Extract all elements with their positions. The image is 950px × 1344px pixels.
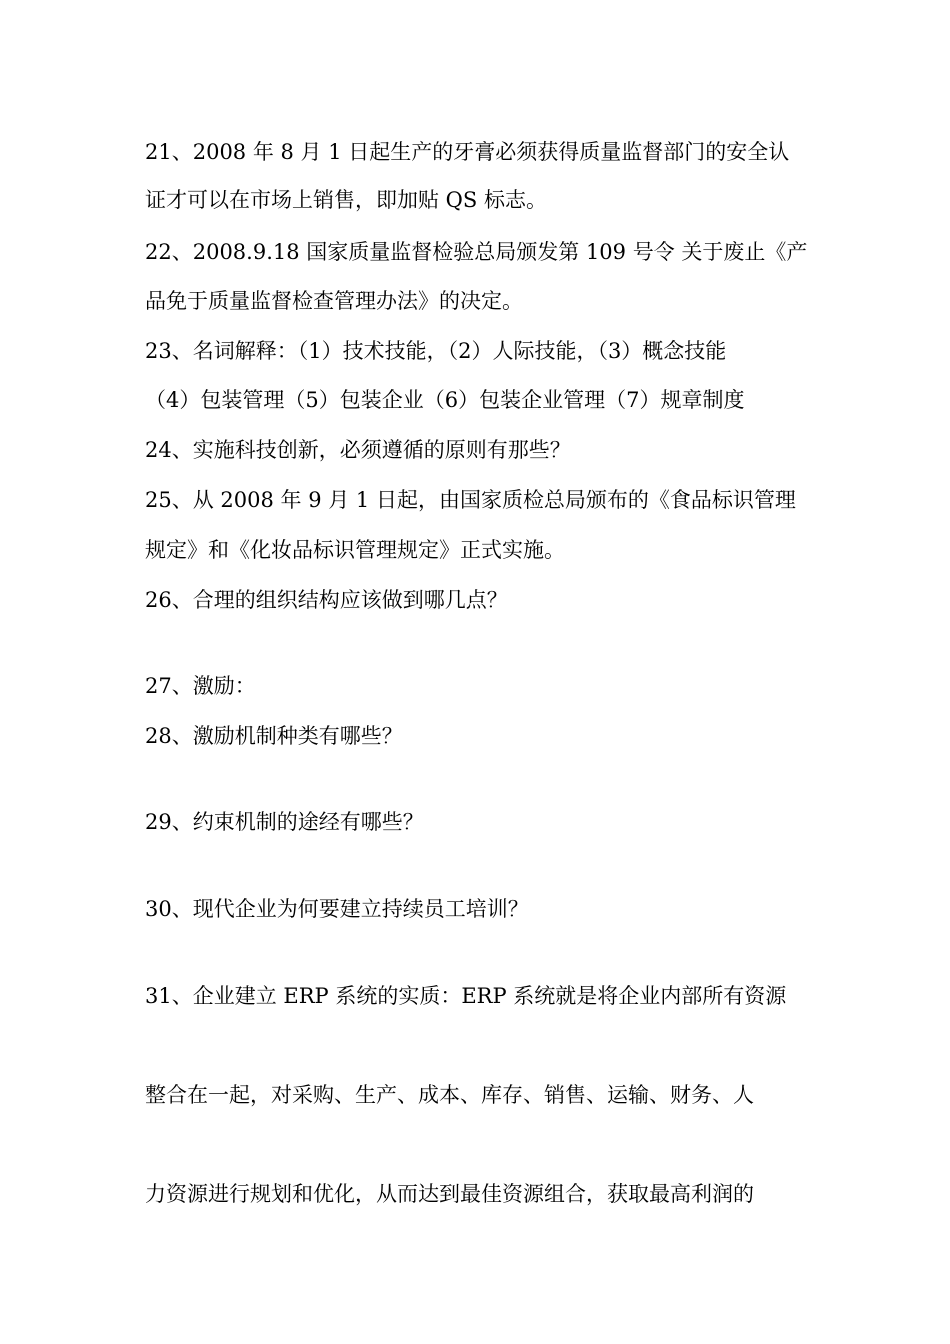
text-line-q23-cont: （4）包装管理（5）包装企业（6）包装企业管理（7）规章制度 [145,388,745,412]
text-line-q30: 30、现代企业为何要建立持续员工培训？ [145,897,529,921]
text-line-q25-cont: 规定》和《化妆品标识管理规定》正式实施。 [145,538,565,562]
text-line-q22-cont: 品免于质量监督检查管理办法》的决定。 [145,289,523,313]
text-line-q31: 31、企业建立 ERP 系统的实质：ERP 系统就是将企业内部所有资源 [145,984,787,1008]
text-line-q26: 26、合理的组织结构应该做到哪几点？ [145,588,508,612]
text-line-q24: 24、实施科技创新，必须遵循的原则有那些？ [145,438,571,462]
text-line-q22: 22、2008.9.18 国家质量监督检验总局颁发第 109 号令 关于废止《产 [145,240,808,264]
text-line-q31-cont1: 整合在一起，对采购、生产、成本、库存、销售、运输、财务、人 [145,1083,754,1107]
text-line-q31-cont2: 力资源进行规划和优化，从而达到最佳资源组合，获取最高利润的 [145,1182,754,1206]
text-line-q23: 23、名词解释：（1）技术技能，（2）人际技能，（3）概念技能 [145,339,727,363]
text-line-q25: 25、从 2008 年 9 月 1 日起，由国家质检总局颁布的《食品标识管理 [145,488,796,512]
text-line-q29: 29、约束机制的途经有哪些？ [145,810,424,834]
text-line-q28: 28、激励机制种类有哪些？ [145,724,403,748]
text-line-q21: 21、2008 年 8 月 1 日起生产的牙膏必须获得质量监督部门的安全认 [145,140,790,164]
text-line-q27: 27、激励： [145,674,256,698]
text-line-q21-cont: 证才可以在市场上销售，即加贴 QS 标志。 [145,188,547,212]
